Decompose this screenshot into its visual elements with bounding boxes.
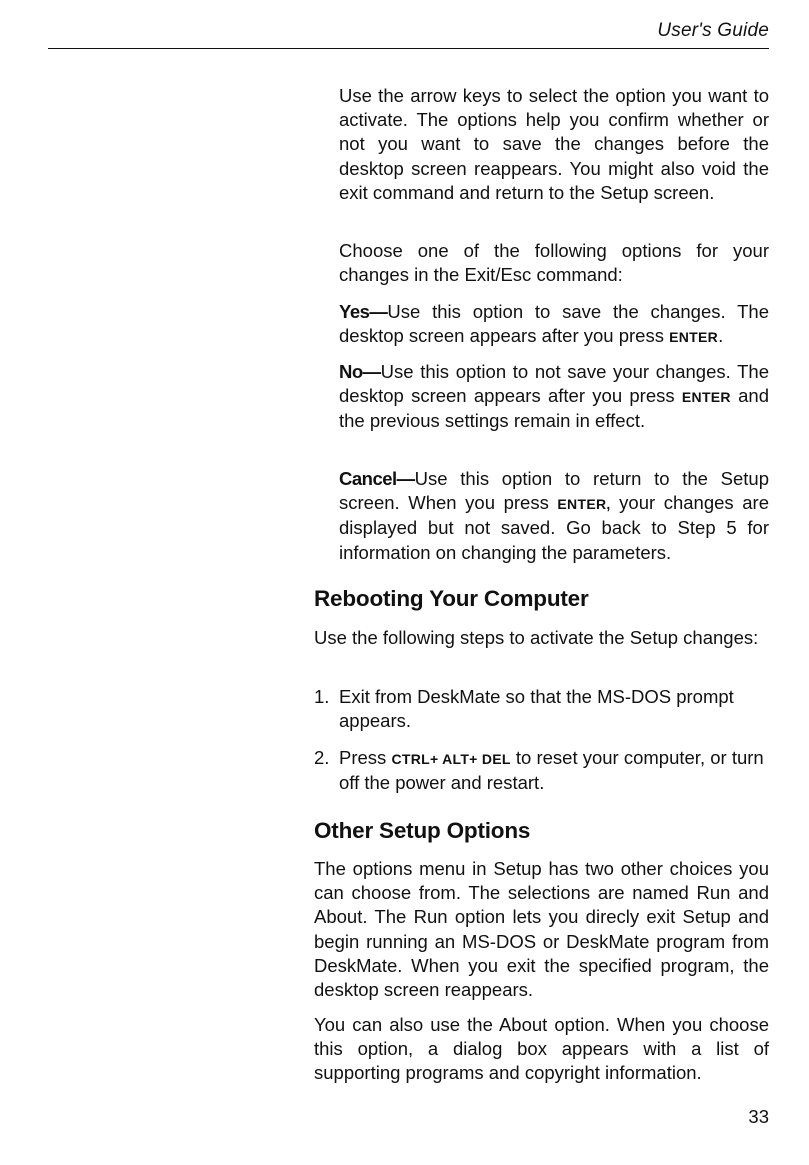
option-no-term: No (339, 361, 363, 382)
step-text: Exit from DeskMate so that the MS-DOS prompt appears. (339, 686, 734, 732)
header-rule (48, 48, 769, 49)
option-yes-text-end: . (718, 325, 724, 347)
heading-rebooting: Rebooting Your Computer (314, 586, 589, 611)
option-yes-text: Use this option to save the changes. The desktop screen appears after you press (339, 301, 769, 347)
option-no-key: ENTER (681, 389, 731, 406)
step-text-start: Press (339, 747, 392, 768)
step-number: 1. (314, 686, 330, 707)
intro-paragraph-1: Use the arrow keys to select the option you want to activate. The options help you confirm whether or not you want to save the changes before the desktop screen reappears. You might also void the exit command and return to the Setup screen. (339, 85, 769, 203)
step-text-end: to reset your computer, or turn off the power and restart. (339, 747, 764, 794)
option-yes-term: Yes (339, 301, 370, 322)
reboot-intro: Use the following steps to activate the Setup changes: (314, 627, 759, 648)
option-cancel-dash: — (396, 468, 415, 489)
option-yes (339, 300, 769, 349)
option-yes-key: ENTER (669, 329, 719, 346)
heading-other-setup: Other Setup Options (314, 818, 531, 843)
option-no-dash: — (362, 361, 381, 382)
running-header-title: User's Guide (657, 20, 769, 41)
option-cancel-key: ENTER, (557, 496, 611, 513)
other-paragraph-1: The options menu in Setup has two other choices you can choose from. The selections are named Run and About. The Run option lets you direcly exit Setup and begin running an MS-DOS or DeskMate program from DeskMate. When you exit the specified program, the desktop screen reappears. (314, 858, 769, 1001)
other-paragraph-2: You can also use the About option. When you choose this option, a dialog box appears with a list of supporting programs and copyright information. (314, 1014, 769, 1084)
option-no-text-end: and the previous settings remain in effect. (339, 385, 769, 432)
page-number: 33 (748, 1106, 769, 1127)
intro-paragraph-2: Choose one of the following options for your changes in the Exit/Esc command: (339, 240, 769, 286)
step-keys: CTRL+ ALT+ DEL (391, 751, 511, 767)
option-cancel-text: Use this option to return to the Setup screen. When you press (339, 468, 769, 514)
step-text (339, 746, 769, 795)
option-cancel (339, 467, 769, 565)
option-no-text: Use this option to not save your changes. The desktop screen appears after you press (339, 361, 769, 407)
option-cancel-term: Cancel (339, 468, 397, 489)
option-no (339, 360, 769, 434)
option-yes-dash: — (369, 301, 388, 322)
option-cancel-text-end: your changes are displayed but not saved. Go back to Step 5 for information on changing the parameters. (339, 492, 769, 563)
step-number: 2. (314, 747, 330, 768)
